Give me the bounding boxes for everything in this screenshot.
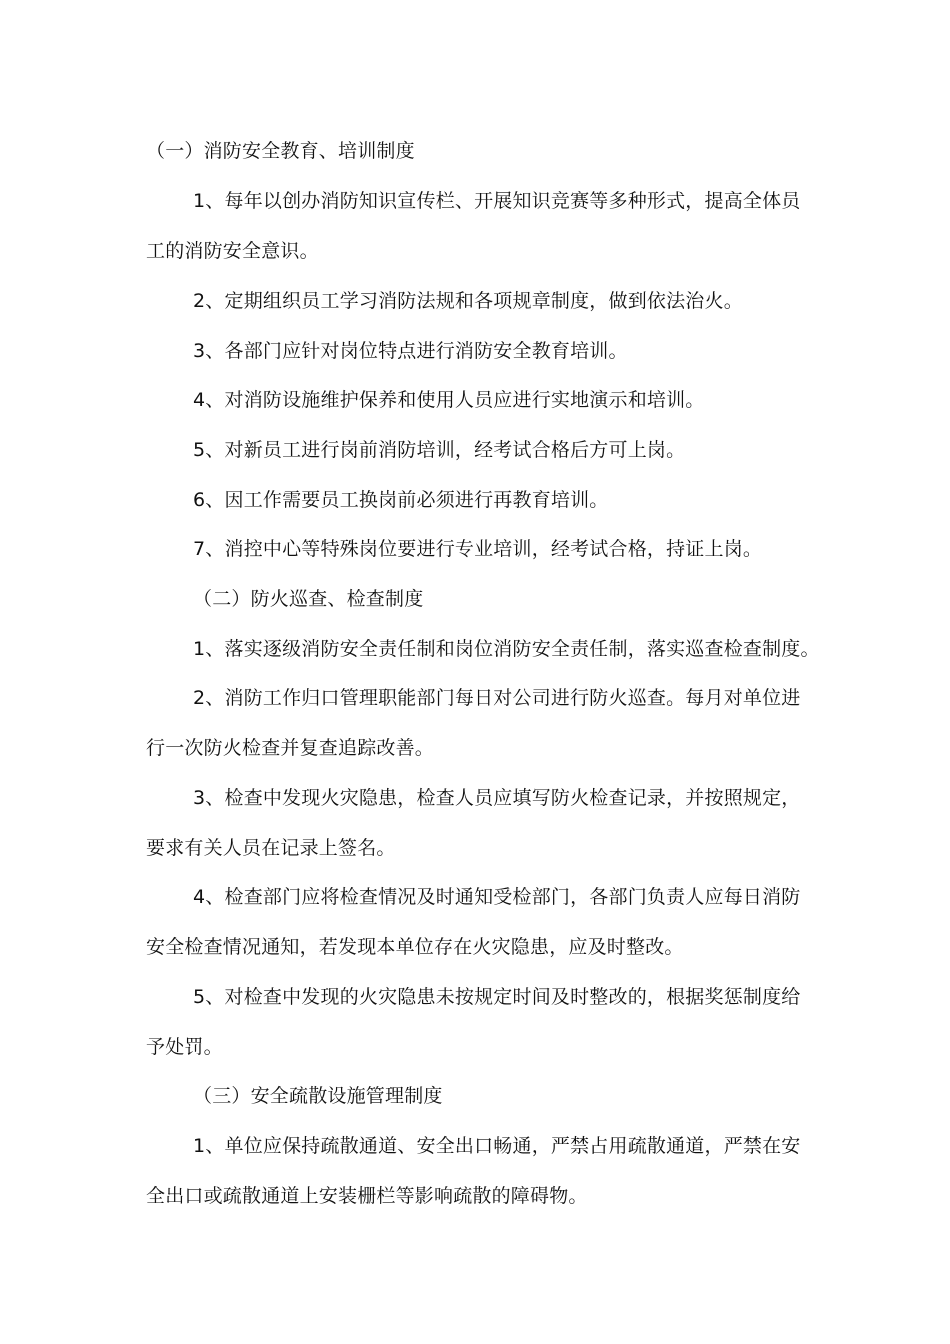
section-heading-2: （二）防火巡查、检查制度: [193, 588, 424, 610]
paragraph-line: 4、对消防设施维护保养和使用人员应进行实地演示和培训。: [193, 389, 705, 411]
paragraph-line: 4、检查部门应将检查情况及时通知受检部门，各部门负责人应每日消防: [193, 886, 801, 908]
section-heading-1: （一）消防安全教育、培训制度: [146, 140, 415, 162]
paragraph-line: 5、对检查中发现的火灾隐患未按规定时间及时整改的，根据奖惩制度给: [193, 986, 801, 1008]
paragraph-line: 安全检查情况通知，若发现本单位存在火灾隐患，应及时整改。: [146, 936, 684, 958]
paragraph-line: 7、消控中心等特殊岗位要进行专业培训，经考试合格，持证上岗。: [193, 538, 763, 560]
paragraph-line: 行一次防火检查并复查追踪改善。: [146, 737, 435, 759]
paragraph-line: 2、定期组织员工学习消防法规和各项规章制度，做到依法治火。: [193, 290, 743, 312]
paragraph-line: 1、每年以创办消防知识宣传栏、开展知识竞赛等多种形式，提高全体员: [193, 190, 801, 212]
paragraph-line: 1、落实逐级消防安全责任制和岗位消防安全责任制，落实巡查检查制度。: [193, 638, 820, 660]
paragraph-line: 全出口或疏散通道上安装栅栏等影响疏散的障碍物。: [146, 1185, 588, 1207]
paragraph-line: 1、单位应保持疏散通道、安全出口畅通，严禁占用疏散通道，严禁在安: [193, 1135, 801, 1157]
paragraph-line: 要求有关人员在记录上签名。: [146, 837, 396, 859]
paragraph-line: 6、因工作需要员工换岗前必须进行再教育培训。: [193, 489, 609, 511]
paragraph-line: 3、检查中发现火灾隐患，检查人员应填写防火检查记录，并按照规定，: [193, 787, 801, 809]
paragraph-line: 予处罚。: [146, 1036, 223, 1058]
paragraph-line: 5、对新员工进行岗前消防培训，经考试合格后方可上岗。: [193, 439, 686, 461]
paragraph-line: 2、消防工作归口管理职能部门每日对公司进行防火巡查。每月对单位进: [193, 687, 801, 709]
section-heading-3: （三）安全疏散设施管理制度: [193, 1085, 443, 1107]
paragraph-line: 工的消防安全意识。: [146, 240, 319, 262]
paragraph-line: 3、各部门应针对岗位特点进行消防安全教育培训。: [193, 340, 628, 362]
